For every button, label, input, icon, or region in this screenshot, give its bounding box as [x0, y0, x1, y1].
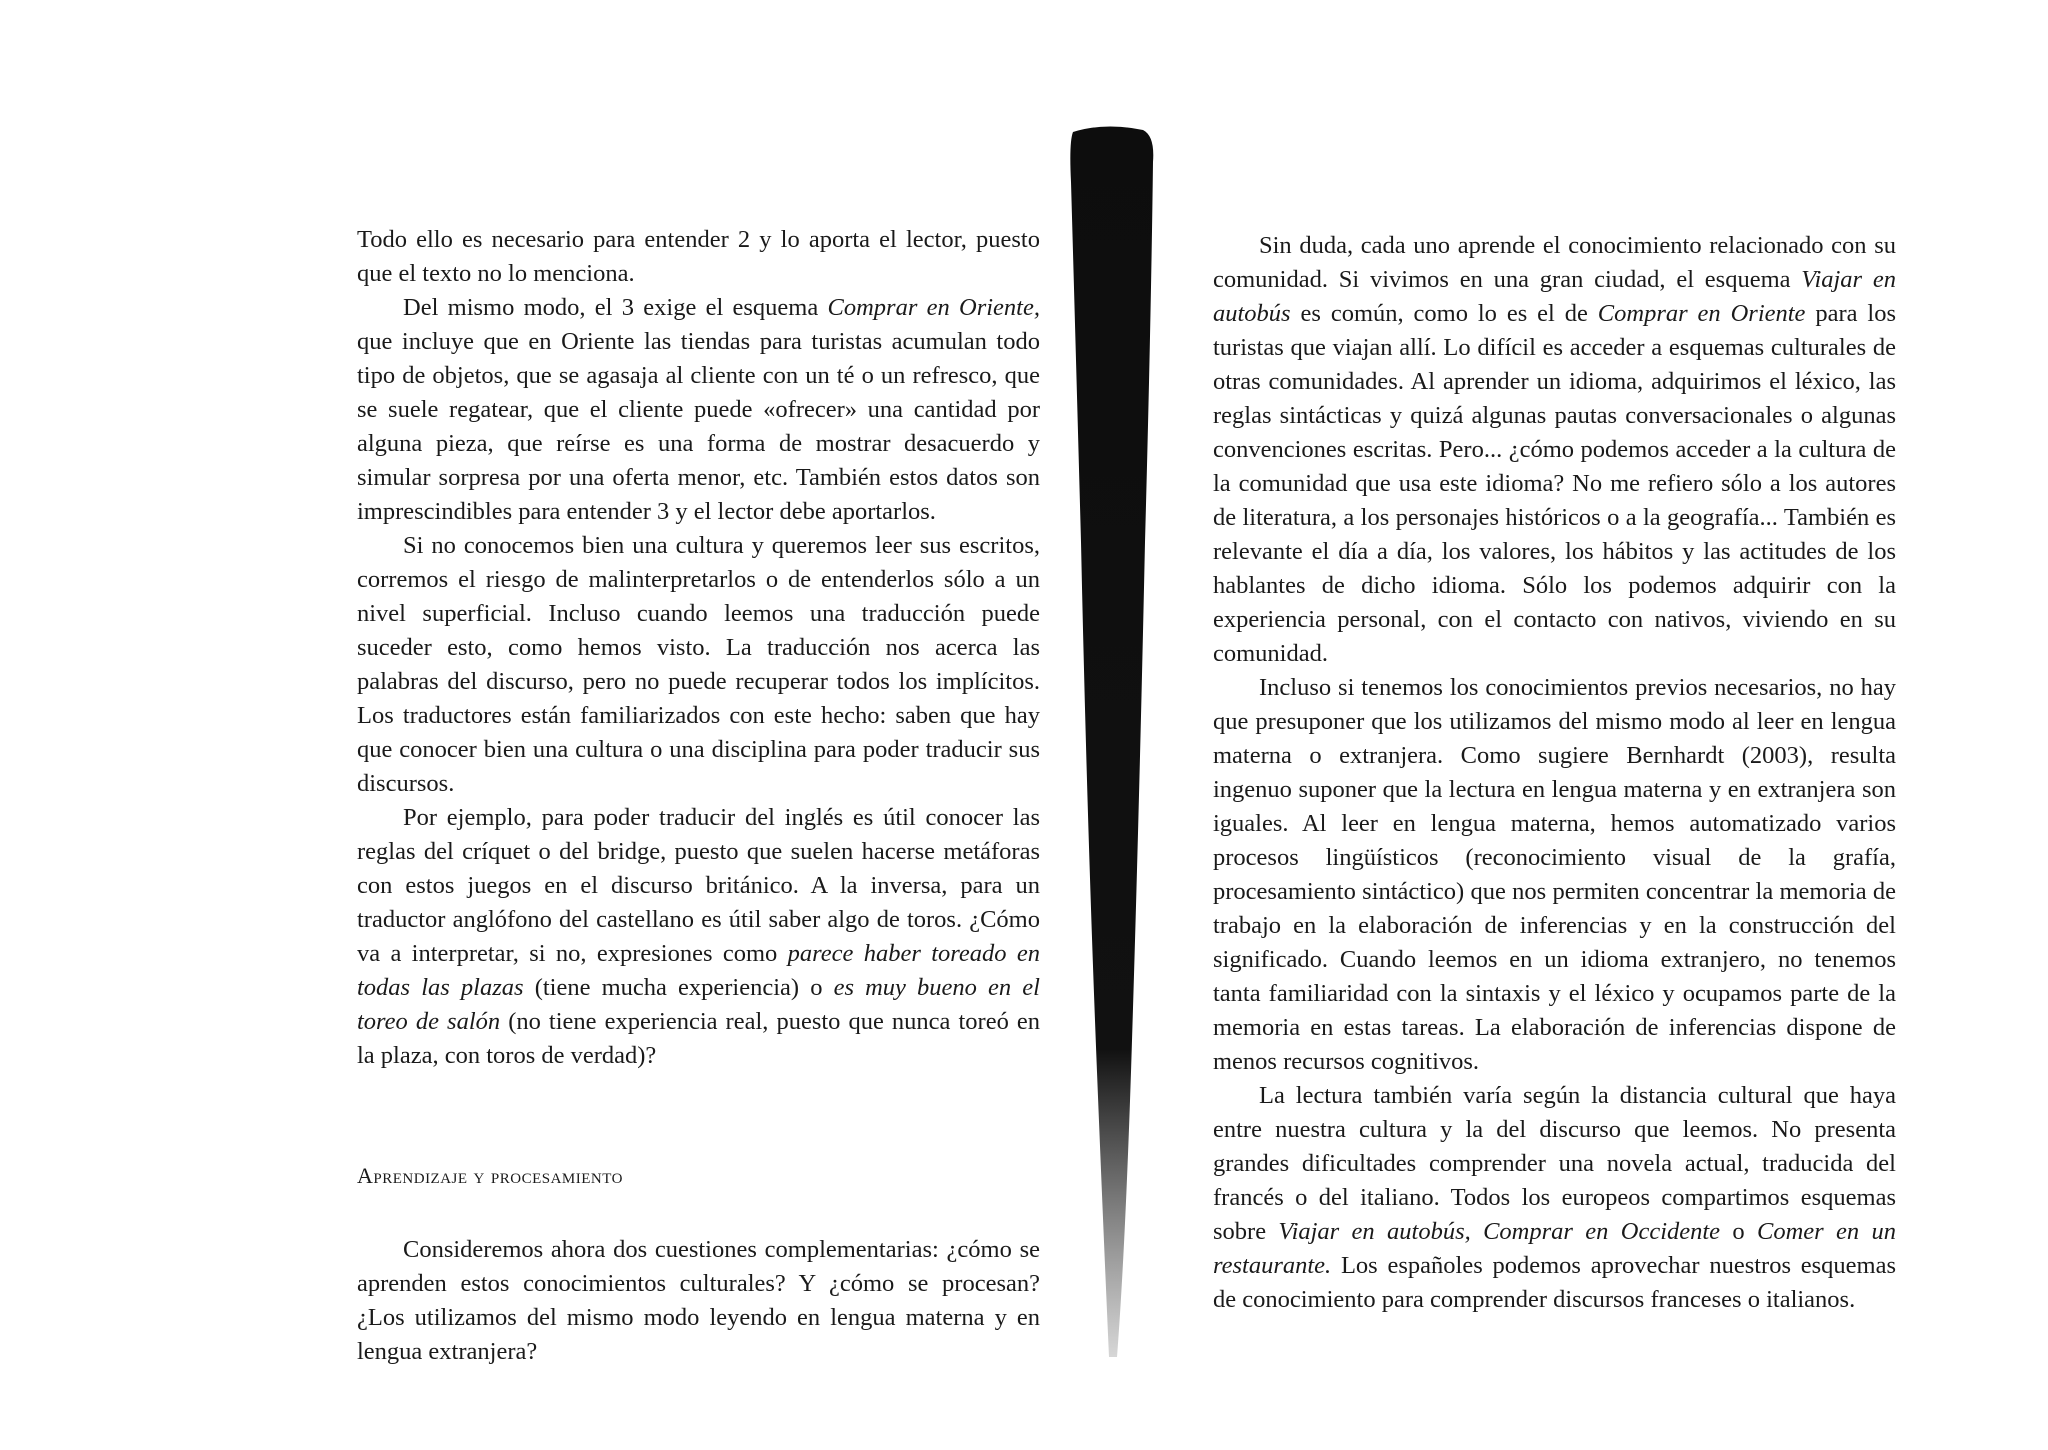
- paragraph: [1213, 229, 1896, 671]
- text-span: Del mismo modo, el 3 exige el esquema: [403, 294, 828, 321]
- paragraph: Consideremos ahora dos cuestiones complementarias: ¿cómo se aprenden estos conocimientos culturales? Y ¿cómo se procesan? ¿Los utilizamos del mismo modo leyendo en lengua materna y en lengua extranjera?: [357, 1236, 1040, 1365]
- text-span: Los españoles podemos aprovechar nuestros esquemas de conocimiento para comprender discursos franceses o italianos.: [1213, 1252, 1896, 1313]
- text-span: (no tiene experiencia real, puesto que nunca toreó en la plaza, con toros de verdad)?: [357, 1008, 1040, 1069]
- right-column-text: [1213, 229, 1896, 1341]
- paragraph: Si no conocemos bien una cultura y queremos leer sus escritos, corremos el riesgo de malinterpretarlos o de entenderlos sólo a un nivel superficial. Incluso cuando leemos una traducción puede suceder esto, como hemos visto. La traducción nos acerca las palabras del discurso, pero no puede recuperar todos los implícitos. Los traductores están familiarizados con este hecho: saben que hay que conocer bien una cultura o una disciplina para poder traducir sus discursos.: [357, 532, 1040, 797]
- italic-term: Comprar en Oriente: [1597, 300, 1806, 327]
- italic-term: parece haber toreado en todas las plazas: [357, 940, 1040, 1001]
- clipped-paragraph-wrapper: [1213, 1079, 1896, 1341]
- paragraph: Incluso si tenemos los conocimientos previos necesarios, no hay que presuponer que los utilizamos del mismo modo al leer en lengua materna o extranjera. Como sugiere Bernhardt (2003), resulta ingenuo suponer que la lectura en lengua materna y en extranjera son iguales. Al leer en lengua materna, hemos automatizado varios procesos lingüísticos (reconocimiento visual de la grafía, procesamiento sintáctico) que nos permiten concentrar la memoria de trabajo en la elaboración de inferencias y en la construcción del significado. Cuando leemos en un idioma extranjero, no tenemos tanta familiaridad con la sintaxis y el léxico y ocupamos parte de la memoria en estas tareas. La elaboración de inferencias dispone de menos recursos cognitivos.: [1213, 674, 1896, 1075]
- italic-term: Viajar en autobús, Comprar en Occidente: [1278, 1218, 1721, 1245]
- text-span: para los turistas que viajan allí. Lo difícil es acceder a esquemas culturales de otras comunidades. Al aprender un idioma, adquirimos el léxico, las reglas sintácticas y quizá algunas pautas conversacionales o algunas convenciones escritas. Pero... ¿cómo podemos acceder a la cultura de la comunidad que usa este idioma? No me refiero sólo a los autores de literatura, a los personajes históricos o a la geografía... También es relevante el día a día, los valores, los hábitos y las actitudes de los hablantes de dicho idioma. Sólo los podemos adquirir con la experiencia personal, con el contacto con nativos, viviendo en su comunidad.: [1213, 300, 1897, 667]
- text-span: que incluye que en Oriente las tiendas para turistas acumulan todo tipo de objetos, que se agasaja al cliente con un té o un refresco, que se suele regatear, que el cliente puede «ofrecer» una cantidad por alguna pieza, que reírse es una forma de mostrar desacuerdo y simular sorpresa por una oferta menor, etc. También estos datos son imprescindibles para entender 3 y el lector debe aportarlos.: [357, 328, 1040, 525]
- italic-term: Comprar en Oriente,: [827, 294, 1040, 321]
- paragraph: Todo ello es necesario para entender 2 y lo aporta el lector, puesto que el texto no lo menciona.: [357, 226, 1040, 287]
- italic-term: Comer en un restaurante.: [1213, 1218, 1897, 1279]
- left-column-text: [357, 223, 1040, 1365]
- paragraph: [357, 801, 1040, 1073]
- italic-term: Viajar en autobús: [1213, 266, 1897, 327]
- right-page: [1070, 0, 2048, 1450]
- text-span: Por ejemplo, para poder traducir del inglés es útil conocer las reglas del críquet o del bridge, puesto que suelen hacerse metáforas con estos juegos en el discurso británico. A la inversa, para un traductor anglófono del castellano es útil saber algo de toros. ¿Cómo va a interpretar, si no, expresiones como: [357, 804, 1040, 967]
- text-span: es común, como lo es el de: [1290, 300, 1598, 327]
- text-span: Sin duda, cada uno aprende el conocimiento relacionado con su comunidad. Si vivimos en una gran ciudad, el esquema: [1213, 232, 1896, 293]
- paragraph: [1213, 1079, 1896, 1317]
- clipped-paragraph-wrapper: [357, 1233, 1040, 1365]
- text-span: La lectura también varía según la distancia cultural que haya entre nuestra cultura y la del discurso que leemos. No presenta grandes dificultades comprender una novela actual, traducida del francés o del italiano. Todos los europeos compartimos esquemas sobre: [1213, 1082, 1896, 1245]
- section-heading: Aprendizaje y procesamiento: [357, 1163, 623, 1188]
- italic-term: es muy bueno en el toreo de salón: [357, 974, 1040, 1035]
- text-span: o: [1720, 1218, 1757, 1245]
- text-span: (tiene mucha experiencia) o: [523, 974, 834, 1001]
- paragraph: [357, 291, 1040, 529]
